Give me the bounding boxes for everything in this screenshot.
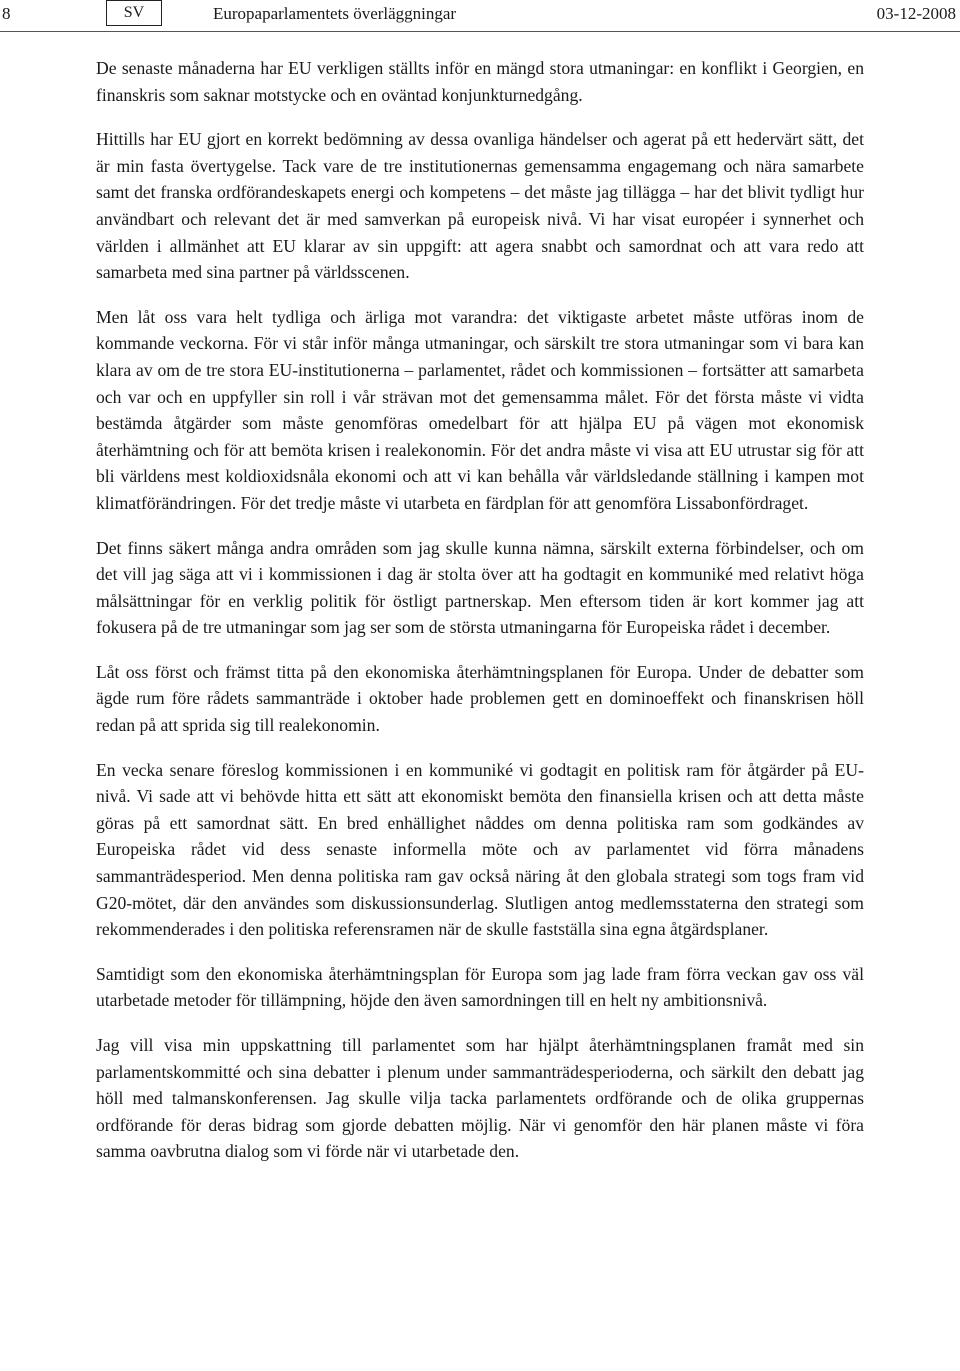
- document-date: 03-12-2008: [876, 4, 956, 23]
- paragraph: Låt oss först och främst titta på den ekonomiska återhämtningsplanen för Europa. Under de debatter som ägde rum före rådets sammanträde i oktober hade problemen gett en dominoeffekt och finanskrisen höll redan på att sprida sig till realekonomin.: [96, 661, 864, 736]
- language-code-box: SV: [106, 0, 162, 26]
- document-body: [96, 55, 864, 1183]
- paragraph: Men låt oss vara helt tydliga och ärliga mot varandra: det viktigaste arbetet måste utföras inom de kommande veckorna. För vi står inför många utmaningar, och särskilt tre stora utmaningar som vi bara kan klara av om de tre stora EU-institutionerna – parlamentet, rådet och kommissionen – fortsätter att samarbeta och var och en uppfyller sin roll i vår strävan mot det gemensamma målet. För det första måste vi vidta bestämda åtgärder som måste genomföras omedelbart för att hjälpa EU på vägen mot ekonomisk återhämtning och för att bemöta krisen i realekonomin. För det andra måste vi visa att EU utrustar sig för att bli världens mest koldioxidsnåla ekonomi och att vi kan behålla vår världsledande ställning i kampen mot klimatförändringen. För det tredje måste vi utarbeta en färdplan för att genomföra Lissabonfördraget.: [96, 306, 864, 513]
- paragraph: En vecka senare föreslog kommissionen i en kommuniké vi godtagit en politisk ram för åtgärder på EU-nivå. Vi sade att vi behövde hitta ett sätt att ekonomiskt bemöta den finansiella krisen och att detta måste göras på ett samordnat sätt. En bred enhällighet nåddes om denna politiska ram som godkändes av Europeiska rådet vid dess senaste informella möte och av parlamentet vid förra månadens sammanträdesperiod. Men denna politiska ram gav också näring åt den globala strategi som togs fram vid G20-mötet, där den användes som diskussionsunderlag. Slutligen antog medlemsstaterna den strategi som rekommenderades i den politiska referensramen när de skulle fastställa sina egna åtgärdsplaner.: [96, 759, 864, 940]
- paragraph: Jag vill visa min uppskattning till parlamentet som har hjälpt återhämtningsplanen framåt med sin parlamentskommitté och sina debatter i plenum under sammanträdesperioderna, och särkilt den debatt jag höll med talmanskonferensen. Jag skulle vilja tacka parlamentets ordförande och de olika gruppernas ordförande för deras bidrag som gjorde debatten möjlig. När vi genomför den här planen måste vi föra samma oavbrutna dialog som vi förde när vi utarbetade den.: [96, 1035, 864, 1162]
- page-number: 8: [2, 4, 11, 23]
- paragraph: Hittills har EU gjort en korrekt bedömning av dessa ovanliga händelser och agerat på ett hedervärt sätt, det är min fasta övertygelse. Tack vare de tre institutionernas gemensamma engagemang och nära samarbete samt det franska ordförandeskapets energi och kompetens – det måste jag tillägga – har det blivit tydligt hur användbart och relevant det är med samverkan på europeisk nivå. Vi har visat européer i synnerhet och världen i allmänhet att EU klarar av sin uppgift: att agera snabbt och samordnat och att vara redo att samarbeta med sina partner på världsscenen.: [96, 129, 864, 283]
- paragraph: Samtidigt som den ekonomiska återhämtningsplan för Europa som jag lade fram förra veckan gav oss väl utarbetade metoder för tillämpning, höjde den även samordningen till en helt ny ambitionsnivå.: [96, 963, 864, 1011]
- paragraph: Det finns säkert många andra områden som jag skulle kunna nämna, särskilt externa förbindelser, och om det vill jag säga att vi i kommissionen i dag är stolta över att ha godtagit en kommuniké med relativt höga målsättningar för en verklig politik för östligt partnerskap. Men eftersom tiden är kort kommer jag att fokusera på de tre utmaningar som jag ser som de största utmaningarna för Europeiska rådet i december.: [96, 537, 864, 638]
- page-header: [0, 0, 960, 40]
- header-divider: [0, 31, 960, 32]
- paragraph: De senaste månaderna har EU verkligen ställts inför en mängd stora utmaningar: en konflikt i Georgien, en finanskris som saknar motstycke och en oväntad konjunkturnedgång.: [96, 58, 864, 105]
- document-title: Europaparlamentets överläggningar: [213, 4, 457, 23]
